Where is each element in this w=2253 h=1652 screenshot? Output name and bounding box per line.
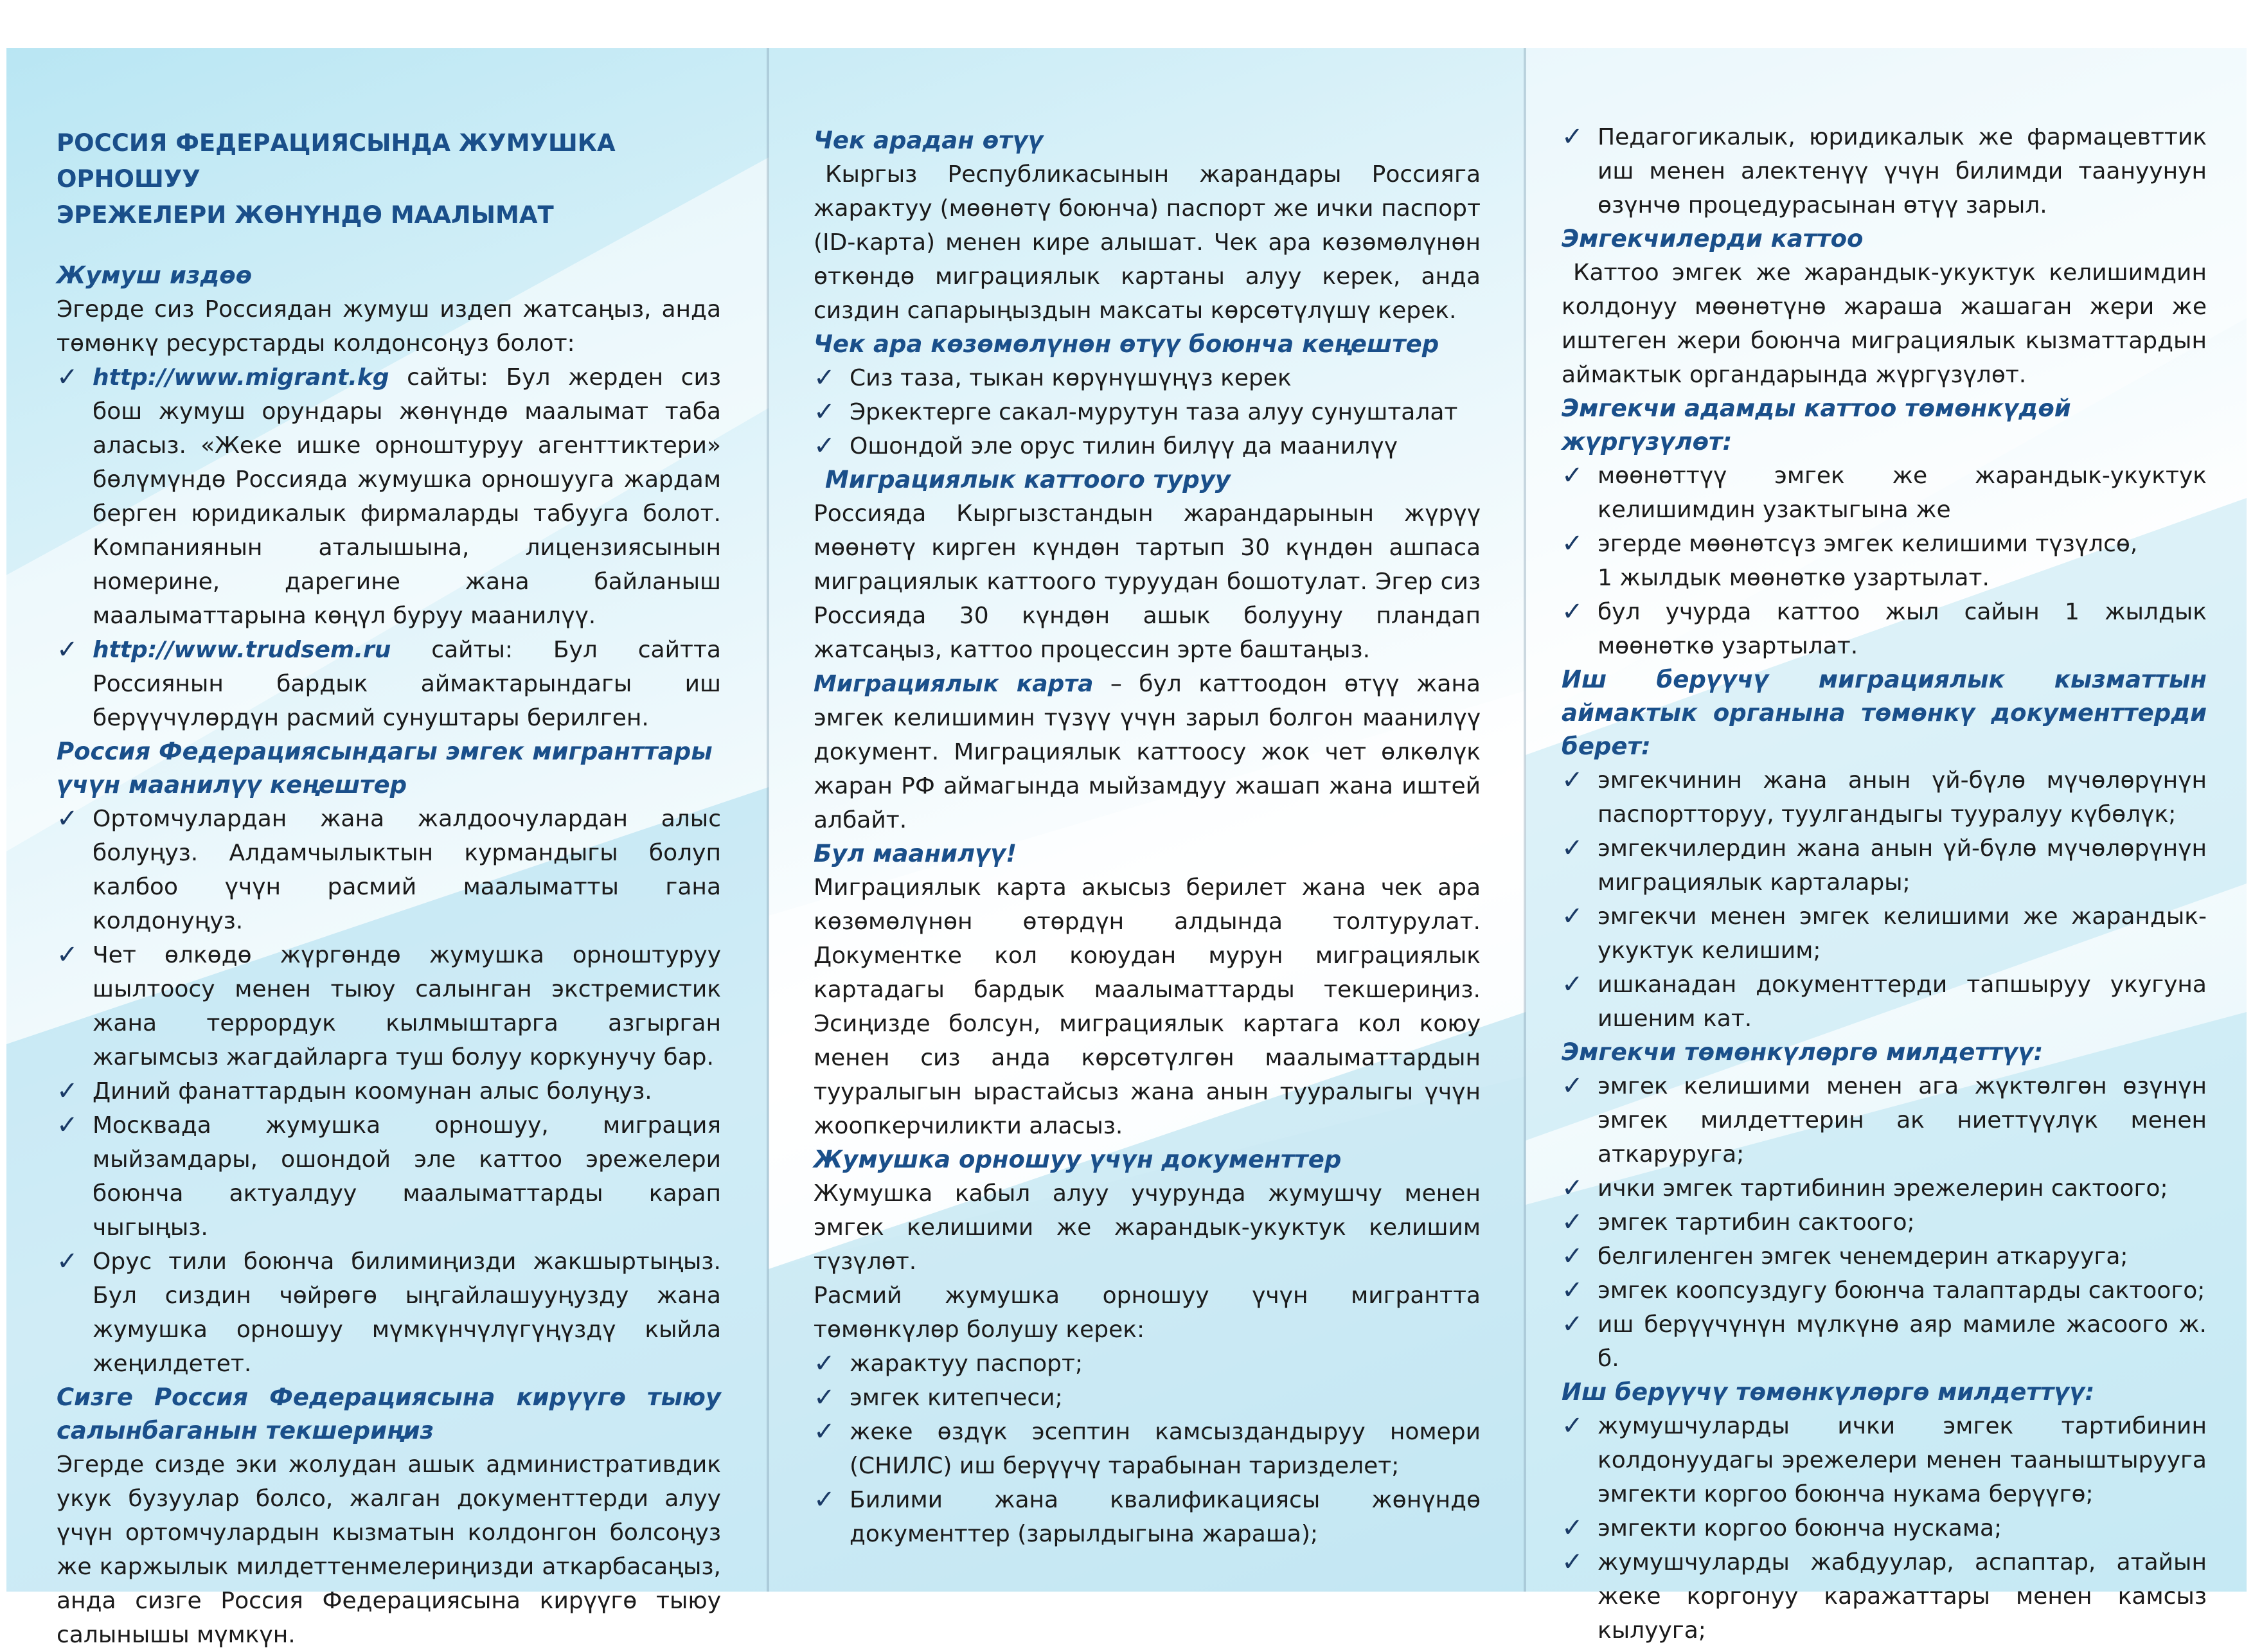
list-item: [57, 938, 721, 1074]
check-mark-icon: ✓: [1562, 461, 1583, 490]
worker-duties-heading: Эмгекчи төмөнкүлөргө милдеттүү:: [1562, 1038, 2044, 1066]
check-mark-icon: ✓: [1562, 1513, 1583, 1543]
check-mark-icon: ✓: [1562, 1411, 1583, 1441]
check-mark-icon: ✓: [814, 431, 835, 461]
check-mark-icon: ✓: [57, 362, 78, 392]
list-item-text: сайты: Бул сайтта Россиянын бардык аймактарындагы иш берүүчүлөрдүн расмий сунуштары берилген.: [93, 637, 721, 731]
check-mark-icon: ✓: [57, 1110, 78, 1140]
check-mark-icon: ✓: [1562, 1275, 1583, 1305]
list-item-text: Ортомчулардан жана жалдоочулардан алыс болуңуз. Алдамчылыктын курмандыгы болуп калбоо үчүн расмий маалыматты гана колдонуңуз.: [93, 806, 721, 934]
list-item-text: эгерде мөөнөтсүз эмгек келишими түзүлсө, 1 жылдык мөөнөткө узартылат.: [1598, 531, 2138, 591]
border-heading: Чек арадан өтүү: [814, 127, 1044, 154]
documents-list: [814, 1347, 1481, 1551]
list-item-text: Эркектерге сакал-мурутун таза алуу сунушталат: [850, 399, 1458, 425]
employer-duties-heading: Иш берүүчү төмөнкүлөргө милдеттүү:: [1562, 1378, 2095, 1406]
list-item-text: жумушчуларды жабдуулар, аспаптар, атайын жеке коргонуу каражаттары менен камсыз кылууга;: [1598, 1549, 2207, 1644]
job-search-list: [57, 360, 721, 735]
list-item: [1562, 1511, 2207, 1545]
list-item: [1562, 1171, 2207, 1205]
list-item: [1562, 595, 2207, 663]
list-item: [1562, 1069, 2207, 1171]
list-item-text: Чет өлкөдө жүргөндө жумушка орноштуруу шылтоосу менен тыюу салынган экстремистик жана террордук кылмыштарга азгырган жагымсыз жагдайларга туш болуу коркунучу бар.: [93, 942, 721, 1070]
list-item-text: бул учурда каттоо жыл сайын 1 жылдык мөөнөткө узартылат.: [1598, 599, 2207, 659]
panel-left: [6, 48, 766, 1648]
list-item: [1562, 900, 2207, 968]
list-item-text: Ошондой эле орус тилин билүү да маанилүү: [850, 433, 1398, 459]
documents-text-2: Расмий жумушка орношуу үчүн мигрантта төмөнкүлөр болушу керек:: [814, 1283, 1481, 1343]
list-item-text: эмгекчилердин жана анын үй-бүлө мүчөлөрүнүн миграциялык карталары;: [1598, 835, 2207, 896]
list-item-text: эмгек китепчеси;: [850, 1385, 1063, 1411]
list-item-text: эмгек коопсуздугу боюнча талаптарды сактоого;: [1598, 1277, 2205, 1304]
check-mark-icon: ✓: [57, 804, 78, 833]
check-mark-icon: ✓: [1562, 597, 1583, 626]
list-item-text: Москвада жумушка орношуу, миграция мыйзамдары, ошондой эле каттоо эрежелери боюнча актуалдуу маалыматтарды карап чыгыңыз.: [93, 1112, 721, 1241]
tips-list: [57, 802, 721, 1381]
migration-card-text: – бул каттоодон өтүү жана эмгек келишимин түзүү үчүн зарыл болгон маанилүү документ. Миграциялык каттоосу жок чет өлкөлүк жаран РФ аймагында мыйзамдуу жашап жана иштей албайт.: [814, 671, 1481, 833]
worker-registration-heading: Эмгекчилерди каттоо: [1562, 225, 1864, 253]
check-mark-icon: ✓: [1562, 833, 1583, 863]
check-mark-icon: ✓: [57, 1076, 78, 1106]
list-item: [57, 802, 721, 938]
education-list: [1562, 120, 2207, 222]
list-item: [1562, 1274, 2207, 1308]
list-item: [814, 429, 1481, 463]
list-item-text: мөөнөттүү эмгек же жарандык-укуктук келишимдин узактыгына же: [1598, 463, 2207, 523]
check-mark-icon: ✓: [1562, 122, 1583, 152]
list-item: [57, 633, 721, 735]
job-search-text: Эгерде сиз Россиядан жумуш издеп жатсаңыз, анда төмөнкү ресурстарды колдонсоңуз болот:: [57, 296, 721, 357]
list-item-text: Диний фанаттардын коомунан алыс болуңуз.: [93, 1078, 652, 1105]
list-item: [1562, 968, 2207, 1036]
brochure-sheet: [6, 48, 2247, 1648]
list-item: [1562, 459, 2207, 527]
worker-registration-text: Каттоо эмгек же жарандык-укуктук келишимдин колдонуу мөөнөтүнө жараша жашаган жери же иштеген жери боюнча миграциялык кызматтардын аймактык органдарында жүргүзүлөт.: [1562, 260, 2207, 388]
registration-heading: Миграциялык каттоого туруу: [825, 466, 1231, 493]
check-mark-icon: ✓: [1562, 1241, 1583, 1271]
entry-check-text: Эгерде сизде эки жолудан ашык административдик укук бузуулар болсо, жалган документтерди алуу үчүн ортомчулардын кызматын колдонгон болсоңуз же каржылык милдеттенмелериңизди аткарбасаңыз, анда сизге Россия Федерациясына кирүүгө тыюу салынышы мүмкүн.: [57, 1452, 721, 1648]
border-text: Кыргыз Республикасынын жарандары Россияга жарактуу (мөөнөтү боюнча) паспорт же ички паспорт (ID-карта) менен кире алышат. Чек ара көзөмөлүнөн өткөндө миграциялык картаны алуу керек, анда сиздин сапарыңыздын максаты көрсөтүлүшү керек.: [814, 161, 1481, 324]
list-item-text: ишканадан документтерди тапшыруу укугуна ишеним кат.: [1598, 972, 2207, 1032]
list-item: [1562, 1205, 2207, 1239]
panel-right: [1526, 48, 2247, 1644]
documents-text-1: Жумушка кабыл алуу учурунда жумушчу менен эмгек келишими же жарандык-укуктук келишим түзүлөт.: [814, 1180, 1481, 1275]
check-mark-icon: ✓: [814, 1417, 835, 1446]
worker-registration-list: [1562, 459, 2207, 663]
list-item-text: иш берүүчүнүн мүлкүнө аяр мамиле жасоого ж. б.: [1598, 1311, 2207, 1372]
list-item-text: эмгек келишими менен ага жүктөлгөн өзүнүн эмгек милдеттерин ак ниеттүүлүк менен аткаруруга;: [1598, 1073, 2207, 1168]
employer-docs-heading: Иш берүүчү миграциялык кызматтын аймактык органына төмөнкү документтерди берет:: [1562, 666, 2207, 760]
list-item: [1562, 527, 2207, 595]
list-item-text: сайты: Бул жерден сиз бош жумуш орундары жөнүндө маалымат таба аласыз. «Жеке ишке орноштуруу агенттиктери» бөлүмүндө Россияда жумушка орношууга жардам берген юридикалык фирмаларды табууга болот. Компаниянын аталышына, лицензиясынын номерине, дарегине жана байланыш маалыматтарына көңүл буруу маанилүү.: [93, 364, 721, 629]
list-item: [814, 1347, 1481, 1381]
list-item-text: жеке өздүк эсептин камсыздандыруу номери (СНИЛС) иш берүүчү тарабынан таризделет;: [850, 1419, 1481, 1479]
check-mark-icon: ✓: [1562, 765, 1583, 795]
list-item: [1562, 1409, 2207, 1511]
migrant-link[interactable]: http://www.migrant.kg: [93, 364, 389, 391]
list-item: [1562, 1545, 2207, 1648]
list-item-text: эмгек тартибин сактоого;: [1598, 1209, 1915, 1236]
employer-duties-list: [1562, 1409, 2207, 1648]
list-item-text: жарактуу паспорт;: [850, 1351, 1083, 1377]
list-item: [1562, 763, 2207, 831]
check-mark-icon: ✓: [1562, 901, 1583, 931]
list-item: [1562, 1239, 2207, 1274]
entry-check-heading: Сизге Россия Федерациясына кирүүгө тыюу салынбаганын текшериңиз: [57, 1383, 721, 1444]
border-tips-heading: Чек ара көзөмөлүнөн өтүү боюнча кеңештер: [814, 330, 1439, 358]
list-item-text: эмгекчинин жана анын үй-бүлө мүчөлөрүнүн паспортторуу, туулгандыгы тууралуу күбөлүк;: [1598, 767, 2207, 828]
documents-heading: Жумушка орношуу үчүн документтер: [814, 1146, 1342, 1173]
worker-duties-list: [1562, 1069, 2207, 1376]
check-mark-icon: ✓: [1562, 529, 1583, 558]
panel-middle: [769, 48, 1523, 1592]
list-item-text: эмгекти коргоо боюнча нускама;: [1598, 1515, 2002, 1541]
trudsem-link[interactable]: http://www.trudsem.ru: [93, 637, 391, 663]
check-mark-icon: ✓: [814, 1383, 835, 1412]
worker-registration-how-heading: Эмгекчи адамды каттоо төмөнкүдөй жүргүзүлөт:: [1562, 395, 2071, 456]
check-mark-icon: ✓: [1562, 1547, 1583, 1577]
migration-card-lead: Миграциялык карта: [814, 671, 1094, 697]
check-mark-icon: ✓: [1562, 1173, 1583, 1203]
check-mark-icon: ✓: [814, 397, 835, 427]
check-mark-icon: ✓: [814, 1349, 835, 1378]
list-item: [57, 1074, 721, 1108]
list-item: [1562, 120, 2207, 222]
list-item: [1562, 831, 2207, 900]
employer-docs-list: [1562, 763, 2207, 1036]
check-mark-icon: ✓: [57, 635, 78, 664]
list-item: [814, 1415, 1481, 1483]
list-item-text: Сиз таза, тыкан көрүнүшүңүз керек: [850, 365, 1292, 391]
check-mark-icon: ✓: [1562, 1207, 1583, 1237]
list-item-text: жумушчуларды ички эмгек тартибинин колдонуудагы эрежелери менен тааныштырууга эмгекти коргоо боюнча нукама берүүгө;: [1598, 1413, 2207, 1507]
border-tips-list: [814, 361, 1481, 463]
migration-card-paragraph: [814, 667, 1481, 837]
check-mark-icon: ✓: [57, 940, 78, 970]
list-item: [814, 395, 1481, 429]
list-item-text: Педагогикалык, юридикалык же фармацевттик иш менен алектенүү үчүн билимди таануунун өзүнчө процедурасынан өтүү зарыл.: [1598, 124, 2207, 218]
important-heading: Бул маанилүү!: [814, 840, 1017, 867]
list-item: [1562, 1308, 2207, 1376]
list-item-text: эмгекчи менен эмгек келишими же жарандык-укуктук келишим;: [1598, 903, 2207, 964]
check-mark-icon: ✓: [1562, 970, 1583, 999]
list-item: [814, 1381, 1481, 1415]
list-item: [814, 361, 1481, 395]
list-item-text: Орус тили боюнча билимиңизди жакшыртыңыз. Бул сиздин чөйрөгө ыңгайлашууңузду жана жумушка орношуу мүмкүнчүлүгүңүздү кыйла жеңилдетет.: [93, 1248, 721, 1377]
list-item-text: ички эмгек тартибинин эрежелерин сактоого;: [1598, 1175, 2168, 1202]
document-title: РОССИЯ ФЕДЕРАЦИЯСЫНДА ЖУМУШКА ОРНОШУУ ЭРЕЖЕЛЕРИ ЖӨНҮНДӨ МААЛЫМАТ: [57, 129, 616, 229]
registration-text: Россияда Кыргызстандын жарандарынын жүрүү мөөнөтү кирген күндөн тартып 30 күндөн ашпаса миграциялык каттоого туруудан бошотулат. Эгер сиз Россияда 30 күндөн ашык болууну пландап жатсаңыз, каттоо процессин эрте баштаңыз.: [814, 501, 1481, 663]
list-item: [814, 1483, 1481, 1551]
list-item-text: белгиленген эмгек ченемдерин аткарууга;: [1598, 1243, 2128, 1270]
check-mark-icon: ✓: [814, 1485, 835, 1514]
tips-heading: Россия Федерациясындагы эмгек мигранттары үчүн маанилүү кеңештер: [57, 738, 713, 799]
check-mark-icon: ✓: [814, 363, 835, 393]
list-item: [57, 360, 721, 633]
list-item: [57, 1245, 721, 1381]
check-mark-icon: ✓: [57, 1247, 78, 1276]
list-item: [57, 1108, 721, 1245]
job-search-heading: Жумуш издөө: [57, 262, 253, 289]
list-item-text: Билими жана квалификациясы жөнүндө документтер (зарылдыгына жараша);: [850, 1487, 1481, 1547]
important-text: Миграциялык карта акысыз берилет жана чек ара көзөмөлүнөн өтөрдүн алдында толтурулат. Документке кол коюудан мурун миграциялык картадагы бардык маалыматтарды текшериңиз. Эсиңизде болсун, миграциялык картага кол коюу менен сиз анда көрсөтүлгөн маалыматтардын тууралыгын ырастайсыз жана анын тууралыгы үчүн жоопкерчиликти аласыз.: [814, 875, 1481, 1139]
check-mark-icon: ✓: [1562, 1310, 1583, 1339]
check-mark-icon: ✓: [1562, 1071, 1583, 1101]
